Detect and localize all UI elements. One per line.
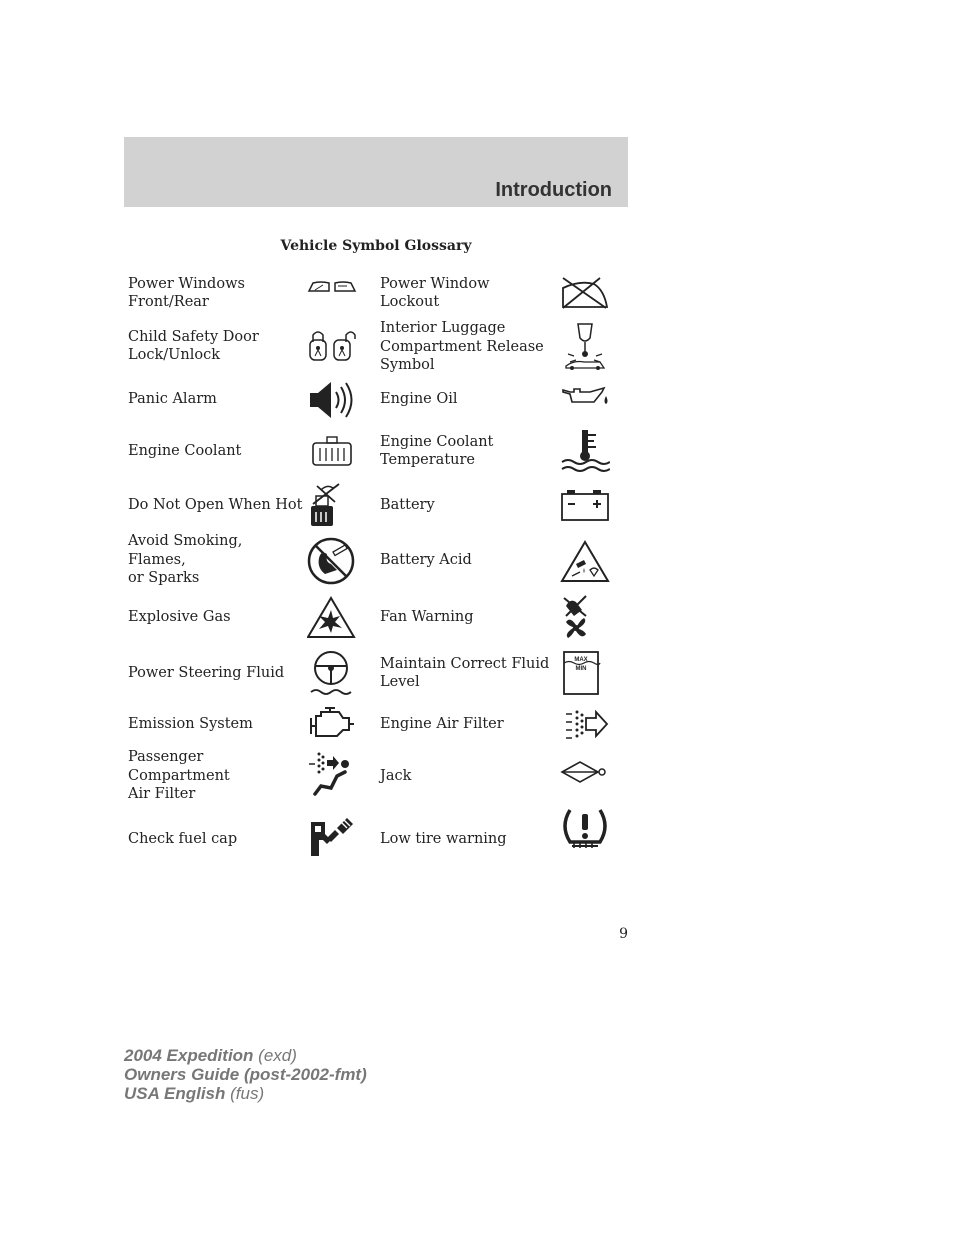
child-safety-lock-icon (307, 330, 357, 362)
jack-icon (560, 760, 610, 784)
power-window-lockout-icon (560, 276, 610, 310)
footer-line-1 (124, 1046, 367, 1065)
symbol-label: Engine Air Filter (380, 715, 504, 732)
explosive-gas-icon (307, 596, 357, 640)
power-windows-icon (307, 277, 357, 293)
symbol-label: Child Safety Door Lock/Unlock (128, 328, 259, 363)
footer-language-code: (fus) (230, 1084, 265, 1103)
symbol-label: Battery Acid (380, 551, 472, 568)
glossary-row (124, 750, 628, 802)
low-tire-warning-icon (560, 806, 610, 852)
glossary-row (124, 704, 628, 744)
do-not-open-hot-icon (307, 482, 357, 528)
glossary-row (124, 426, 628, 476)
engine-oil-icon (560, 384, 612, 412)
footer-model-code: (exd) (258, 1046, 297, 1065)
glossary-row (124, 648, 628, 698)
section-header (124, 137, 628, 207)
battery-acid-icon (560, 540, 610, 584)
power-steering-icon (307, 650, 357, 698)
footer-language: USA English (124, 1084, 226, 1103)
engine-coolant-icon (307, 434, 357, 468)
glossary-row (124, 482, 628, 528)
fluid-level-icon (560, 648, 610, 698)
symbol-label: Check fuel cap (128, 830, 238, 847)
symbol-label: Power Window Lockout (380, 275, 490, 310)
glossary-row (124, 804, 628, 874)
glossary-row (124, 534, 628, 586)
glossary-row (124, 594, 628, 640)
check-fuel-cap-icon (307, 816, 357, 862)
symbol-label: Maintain Correct Fluid Level (380, 655, 550, 690)
emission-system-icon (307, 706, 357, 742)
section-title: Introduction (495, 179, 612, 201)
symbol-label: Battery (380, 496, 435, 513)
symbol-label: Passenger Compartment Air Filter (128, 749, 230, 803)
battery-icon (560, 488, 610, 522)
luggage-release-icon (560, 322, 610, 372)
symbol-label: Emission System (128, 715, 253, 732)
symbol-label: Avoid Smoking, Flames, or Sparks (128, 533, 243, 587)
fluid-min-label: MIN (575, 666, 587, 672)
panic-alarm-icon (307, 380, 357, 420)
footer-model: 2004 Expedition (124, 1046, 254, 1065)
symbol-label: Jack (380, 767, 412, 784)
glossary-row (124, 318, 628, 376)
symbol-label: Power Windows Front/Rear (128, 275, 245, 310)
glossary-title: Vehicle Symbol Glossary (280, 238, 472, 254)
footer-line-2 (124, 1065, 367, 1084)
symbol-label: Fan Warning (380, 608, 474, 625)
symbol-label: Engine Coolant Temperature (380, 433, 494, 468)
engine-air-filter-icon (560, 706, 610, 742)
symbol-label: Low tire warning (380, 830, 507, 847)
page-number: 9 (619, 926, 628, 942)
symbol-label: Panic Alarm (128, 390, 217, 407)
symbol-label: Do Not Open When Hot (128, 496, 303, 513)
fluid-max-label: MAX (574, 657, 588, 663)
footer-line-3 (124, 1084, 367, 1103)
footer-guide: Owners Guide (post-2002-fmt) (124, 1065, 367, 1084)
symbol-label: Engine Coolant (128, 442, 242, 459)
symbol-label: Interior Luggage Compartment Release Symbol (380, 320, 544, 374)
fan-warning-icon (560, 594, 610, 640)
document-footer (124, 1046, 367, 1103)
coolant-temperature-icon (560, 428, 610, 474)
symbol-label: Power Steering Fluid (128, 664, 285, 681)
glossary-row (124, 378, 628, 420)
symbol-label: Engine Oil (380, 390, 458, 407)
no-smoking-icon (307, 536, 357, 586)
cabin-air-filter-icon (307, 750, 357, 800)
glossary-row (124, 272, 628, 314)
symbol-label: Explosive Gas (128, 608, 231, 625)
